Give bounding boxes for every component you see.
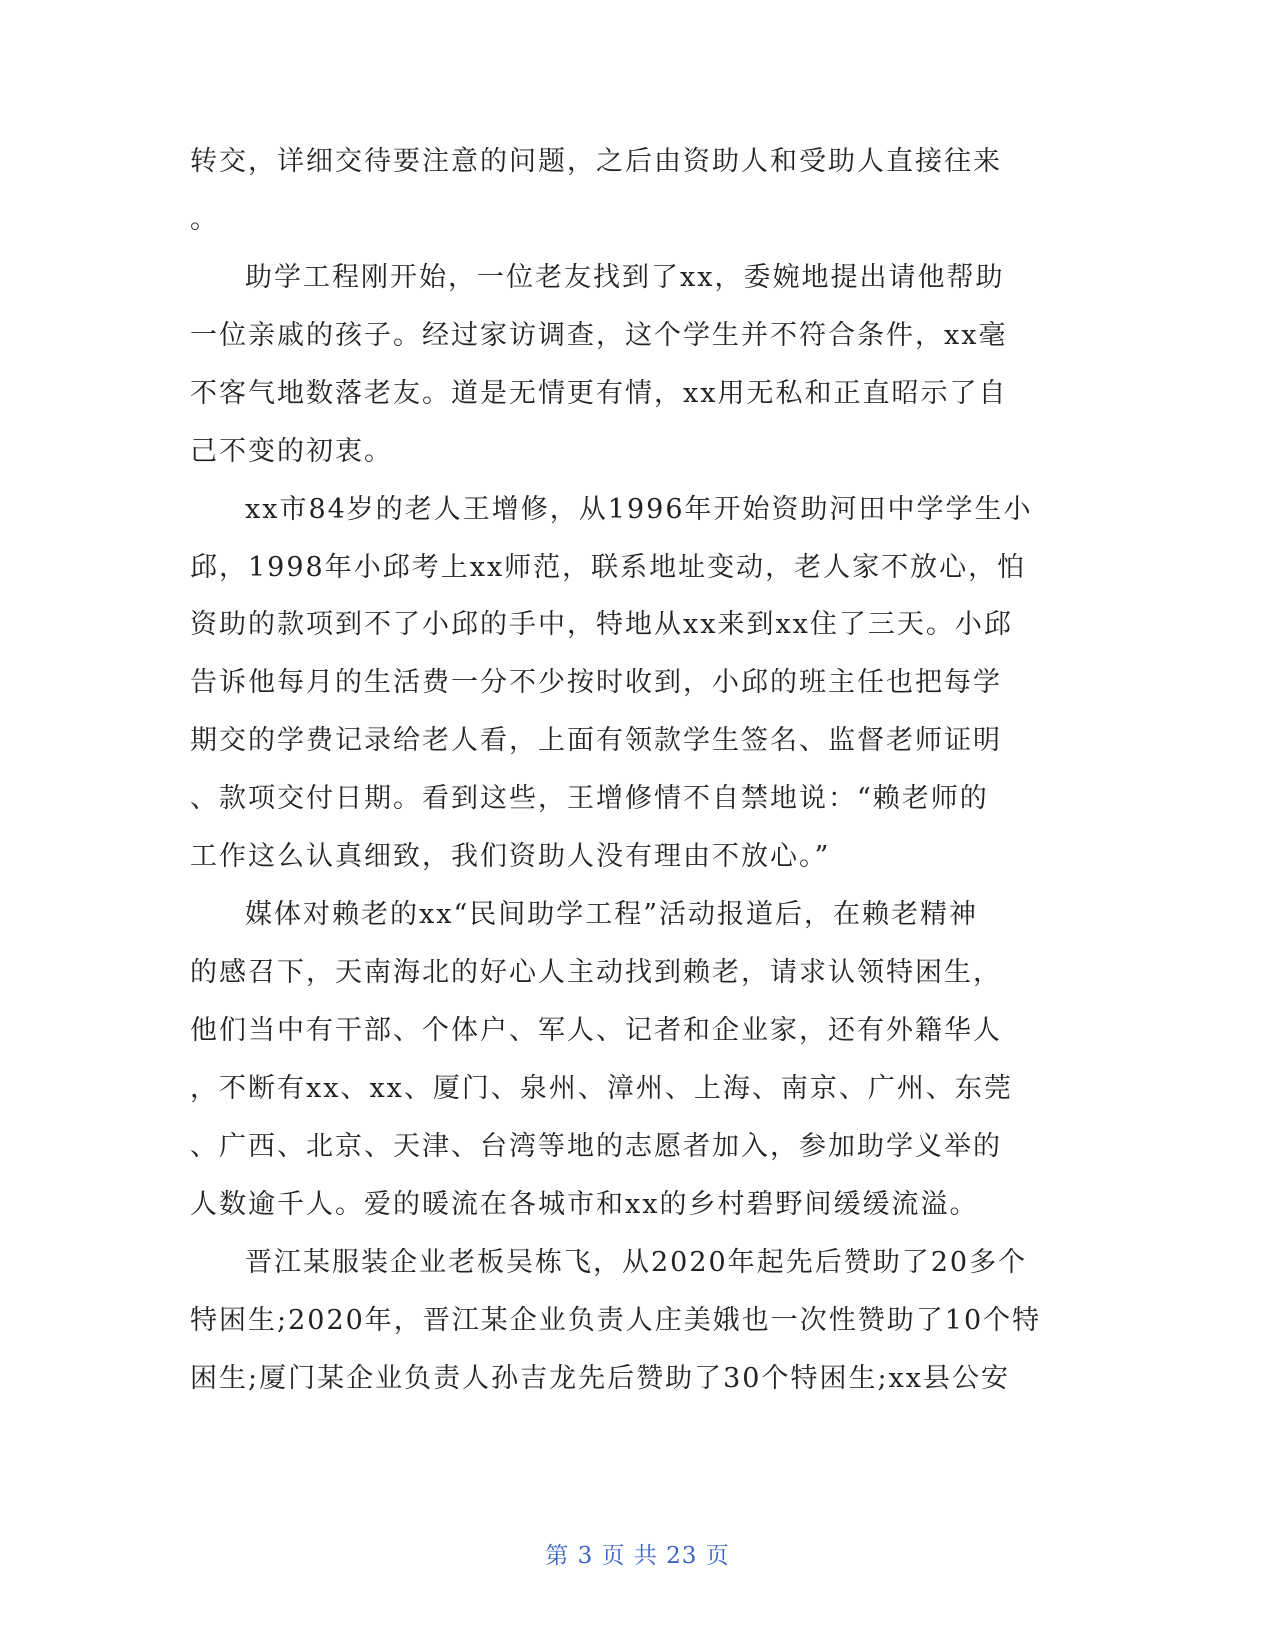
text-line: 人数逾千人。爱的暖流在各城市和xx的乡村碧野间缓缓流溢。 [190,1189,979,1220]
text-line: 己不变的初衷。 [190,436,393,467]
text-line: 工作这么认真细致，我们资助人没有理由不放心。” [190,841,831,872]
text-line: 的感召下，天南海北的好心人主动找到赖老，请求认领特困生， [190,957,1002,988]
text-line: xx市84岁的老人王增修，从1996年开始资助河田中学学生小 [245,494,1033,525]
text-line: 一位亲戚的孩子。经过家访调查，这个学生并不符合条件，xx毫 [190,320,1008,351]
text-line: 困生;厦门某企业负责人孙吉龙先后赞助了30个特困生;xx县公安 [190,1363,1011,1394]
text-line: 。 [190,204,219,235]
text-line: ，不断有xx、xx、厦门、泉州、漳州、上海、南京、广州、东莞 [190,1073,1013,1104]
text-line: 邱，1998年小邱考上xx师范，联系地址变动，老人家不放心，怕 [190,552,1027,583]
text-line: 告诉他每月的生活费一分不少按时收到，小邱的班主任也把每学 [190,667,1002,698]
text-line: 特困生;2020年，晋江某企业负责人庄美娥也一次性赞助了10个特 [190,1305,1042,1336]
text-line: 他们当中有干部、个体户、军人、记者和企业家，还有外籍华人 [190,1015,1002,1046]
text-line: 、广西、北京、天津、台湾等地的志愿者加入，参加助学义举的 [190,1131,1002,1162]
text-line: 资助的款项到不了小邱的手中，特地从xx来到xx住了三天。小邱 [190,609,1013,640]
text-line: 媒体对赖老的xx“民间助学工程”活动报道后，在赖老精神 [245,899,979,930]
page-number-footer: 第 3 页 共 23 页 [545,1543,730,1569]
text-line: 期交的学费记录给老人看，上面有领款学生签名、监督老师证明 [190,725,1002,756]
text-line: 不客气地数落老友。道是无情更有情，xx用无私和正直昭示了自 [190,378,1008,409]
text-line: 晋江某服装企业老板吴栋飞，从2020年起先后赞助了20多个 [245,1247,1028,1278]
text-line: 助学工程刚开始，一位老友找到了xx，委婉地提出请他帮助 [245,262,1005,293]
text-line: 转交，详细交待要注意的问题，之后由资助人和受助人直接往来 [190,146,1002,177]
text-line: 、款项交付日期。看到这些，王增修情不自禁地说：“赖老师的 [190,783,989,814]
